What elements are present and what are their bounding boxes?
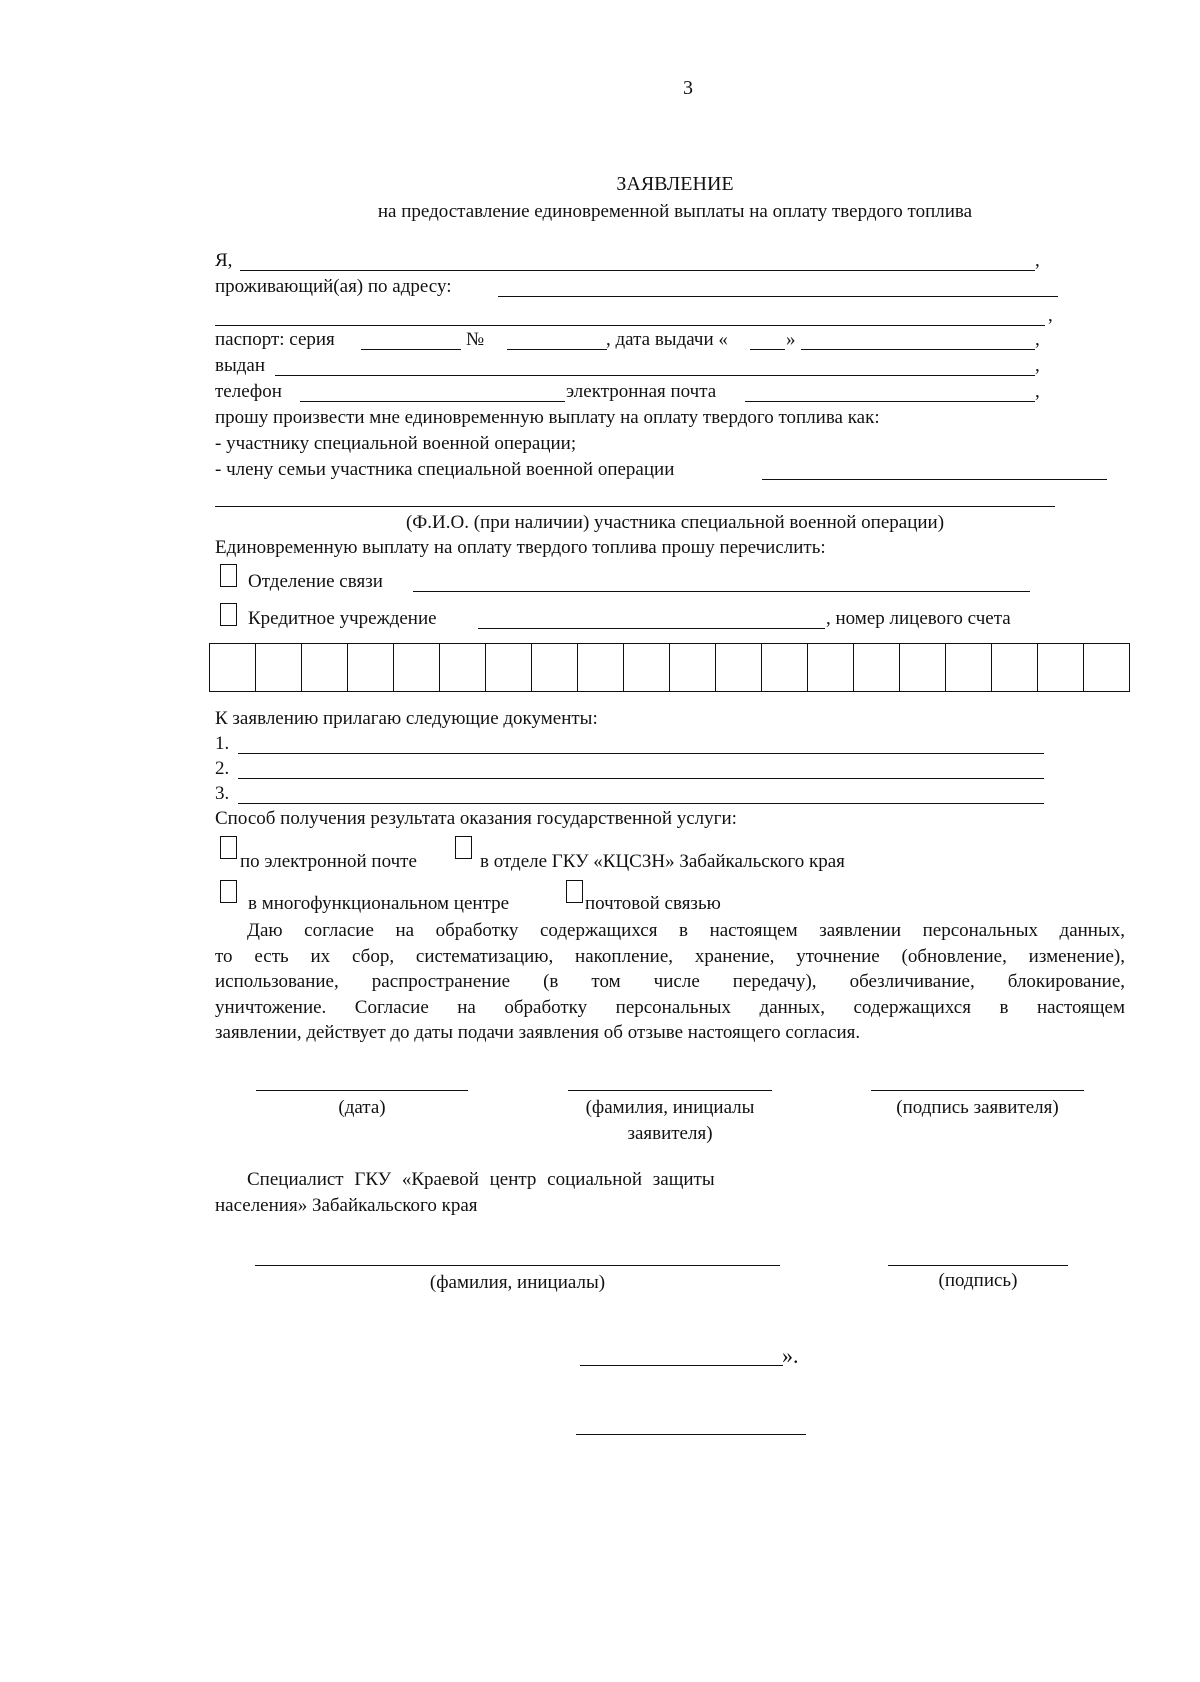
consent-line: заявлении, действует до даты подачи заявления об отзыве настоящего согласия. bbox=[215, 1022, 861, 1044]
delivery-mfc-checkbox[interactable] bbox=[220, 880, 237, 903]
payment-intro: Единовременную выплату на оплату твердого топлива прошу перечислить: bbox=[215, 537, 826, 558]
consent-line: уничтожение. Согласие на обработку персональных данных, содержащихся в настоящем bbox=[215, 996, 1125, 1018]
consent-line: Даю согласие на обработку содержащихся в настоящем заявлении персональных данных, bbox=[247, 920, 1125, 941]
phone-label: телефон bbox=[215, 381, 282, 402]
account-digit-cell[interactable] bbox=[762, 644, 808, 692]
delivery-department-checkbox[interactable] bbox=[455, 836, 472, 859]
document-item-number: 3. bbox=[215, 783, 230, 804]
document-2-field[interactable] bbox=[238, 778, 1044, 779]
delivery-email-checkbox[interactable] bbox=[220, 836, 237, 859]
passport-series-field[interactable] bbox=[361, 349, 461, 350]
credit-institution-checkbox[interactable] bbox=[220, 603, 237, 626]
comma: , bbox=[1048, 305, 1053, 326]
post-office-field[interactable] bbox=[413, 591, 1030, 592]
issue-month-year-field[interactable] bbox=[801, 349, 1035, 350]
phone-field[interactable] bbox=[300, 401, 565, 402]
account-digit-cell[interactable] bbox=[210, 644, 256, 692]
post-office-label: Отделение связи bbox=[248, 571, 383, 592]
credit-institution-field[interactable] bbox=[478, 628, 825, 629]
document-item-number: 1. bbox=[215, 733, 230, 754]
specialist-name-caption: (фамилия, инициалы) bbox=[429, 1272, 606, 1293]
account-digit-cell[interactable] bbox=[808, 644, 854, 692]
document-item-number: 2. bbox=[215, 758, 230, 779]
account-digit-cell[interactable] bbox=[716, 644, 762, 692]
account-digit-cell[interactable] bbox=[578, 644, 624, 692]
specialist-signature-field[interactable] bbox=[888, 1265, 1068, 1266]
comma: , bbox=[1035, 355, 1040, 376]
account-number-grid bbox=[209, 643, 1130, 692]
delivery-department-label: в отделе ГКУ «КЦСЗН» Забайкальского края bbox=[480, 851, 845, 872]
specialist-title-2: населения» Забайкальского края bbox=[215, 1195, 478, 1216]
account-digit-cell[interactable] bbox=[854, 644, 900, 692]
account-digit-cell[interactable] bbox=[1084, 644, 1130, 692]
specialist-title: Специалист ГКУ «Краевой центр социальной защиты bbox=[247, 1169, 715, 1190]
account-digit-cell[interactable] bbox=[1038, 644, 1084, 692]
issued-by-label: выдан bbox=[215, 355, 266, 376]
passport-number-label: № bbox=[466, 329, 485, 350]
fio-caption: (Ф.И.О. (при наличии) участника специальной военной операции) bbox=[405, 512, 945, 533]
applicant-name-field[interactable] bbox=[568, 1090, 772, 1091]
credit-institution-label: Кредитное учреждение bbox=[248, 608, 437, 629]
comma: , bbox=[1035, 381, 1040, 402]
delivery-email-label: по электронной почте bbox=[240, 851, 417, 872]
issue-date-label: , дата выдачи « bbox=[606, 329, 728, 350]
closing-line bbox=[580, 1365, 783, 1366]
documents-intro: К заявлению прилагаю следующие документы: bbox=[215, 708, 598, 729]
consent-line: то есть их сбор, систематизацию, накопление, хранение, уточнение (обновление, изменение), bbox=[215, 945, 1125, 967]
document-3-field[interactable] bbox=[238, 803, 1044, 804]
account-digit-cell[interactable] bbox=[624, 644, 670, 692]
comma: , bbox=[1035, 329, 1040, 350]
post-office-checkbox[interactable] bbox=[220, 564, 237, 587]
account-digit-cell[interactable] bbox=[394, 644, 440, 692]
participant-name-field-line2[interactable] bbox=[215, 506, 1055, 507]
account-digit-cell[interactable] bbox=[256, 644, 302, 692]
account-digit-cell[interactable] bbox=[670, 644, 716, 692]
account-digit-cell[interactable] bbox=[302, 644, 348, 692]
passport-series-label: паспорт: серия bbox=[215, 329, 335, 350]
form-subtitle: на предоставление единовременной выплаты на оплату твердого топлива bbox=[377, 201, 973, 222]
comma: , bbox=[1035, 250, 1040, 271]
address-label: проживающий(ая) по адресу: bbox=[215, 276, 452, 297]
delivery-mfc-label: в многофункциональном центре bbox=[248, 893, 510, 914]
account-digit-cell[interactable] bbox=[900, 644, 946, 692]
page-number: 3 bbox=[683, 77, 693, 99]
account-number-label: , номер лицевого счета bbox=[826, 608, 1011, 629]
consent-line: использование, распространение (в том числе передачу), обезличивание, блокирование, bbox=[215, 971, 1125, 993]
request-text: прошу произвести мне единовременную выплату на оплату твердого топлива как: bbox=[215, 407, 880, 428]
applicant-signature-caption: (подпись заявителя) bbox=[896, 1097, 1059, 1118]
participant-name-field[interactable] bbox=[762, 479, 1107, 480]
fullname-field[interactable] bbox=[240, 270, 1035, 271]
delivery-post-label: почтовой связью bbox=[585, 893, 721, 914]
issue-date-quote: » bbox=[786, 329, 796, 350]
account-digit-cell[interactable] bbox=[486, 644, 532, 692]
option-family: - члену семьи участника специальной военной операции bbox=[215, 459, 675, 480]
account-digit-cell[interactable] bbox=[440, 644, 486, 692]
date-caption: (дата) bbox=[338, 1097, 386, 1118]
form-title: ЗАЯВЛЕНИЕ bbox=[616, 173, 734, 195]
closing-quote: ». bbox=[782, 1343, 799, 1368]
issued-by-field[interactable] bbox=[275, 375, 1035, 376]
delivery-post-checkbox[interactable] bbox=[566, 880, 583, 903]
option-participant: - участнику специальной военной операции; bbox=[215, 433, 577, 454]
closing-divider bbox=[576, 1434, 806, 1435]
issue-day-field[interactable] bbox=[750, 349, 785, 350]
specialist-name-field[interactable] bbox=[255, 1265, 780, 1266]
email-field[interactable] bbox=[745, 401, 1035, 402]
email-label: электронная почта bbox=[566, 381, 717, 402]
label-i: Я, bbox=[215, 250, 233, 271]
account-digit-cell[interactable] bbox=[992, 644, 1038, 692]
address-field-line2[interactable] bbox=[215, 325, 1045, 326]
account-digit-cell[interactable] bbox=[348, 644, 394, 692]
applicant-name-caption-2: заявителя) bbox=[627, 1123, 713, 1144]
specialist-signature-caption: (подпись) bbox=[938, 1270, 1018, 1291]
document-1-field[interactable] bbox=[238, 753, 1044, 754]
account-digit-cell[interactable] bbox=[946, 644, 992, 692]
applicant-signature-field[interactable] bbox=[871, 1090, 1084, 1091]
consent-paragraph bbox=[215, 918, 1125, 1046]
applicant-name-caption: (фамилия, инициалы bbox=[585, 1097, 755, 1118]
account-digit-cell[interactable] bbox=[532, 644, 578, 692]
delivery-intro: Способ получения результата оказания государственной услуги: bbox=[215, 808, 737, 829]
date-field[interactable] bbox=[256, 1090, 468, 1091]
address-field[interactable] bbox=[498, 296, 1058, 297]
passport-number-field[interactable] bbox=[507, 349, 607, 350]
